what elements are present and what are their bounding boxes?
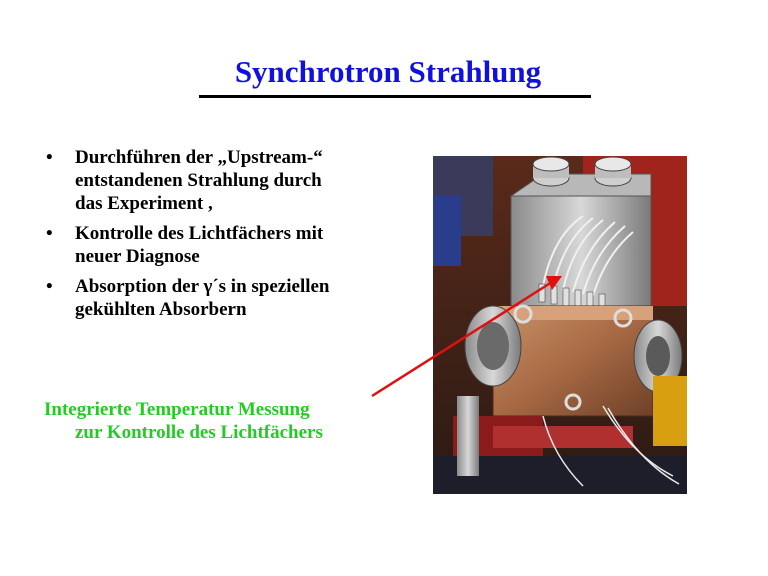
bullet-list: [44, 146, 374, 328]
bullet-line: neuer Diagnose: [75, 246, 200, 267]
bullet-line: Kontrolle des Lichtfächers mit: [75, 223, 324, 244]
title-underline: [199, 95, 591, 98]
bullet-marker: •: [46, 147, 53, 168]
note-line: Integrierte Temperatur Messung: [44, 399, 310, 420]
bullet-line: Absorption der γ´s in speziellen: [75, 276, 330, 297]
bullet-item: [44, 222, 374, 268]
bullet-item: [44, 275, 374, 321]
slide-title: Synchrotron Strahlung: [234, 54, 542, 89]
bullet-item: [44, 146, 374, 215]
apparatus-photo: [433, 156, 687, 494]
note-line: zur Kontrolle des Lichtfächers: [75, 422, 323, 443]
bullet-line: entstandenen Strahlung durch: [75, 170, 322, 191]
bullet-marker: •: [46, 223, 53, 244]
bullet-line: das Experiment ,: [75, 193, 213, 214]
temperature-note: [44, 398, 374, 444]
bullet-marker: •: [46, 276, 53, 297]
bullet-line: gekühlten Absorbern: [75, 299, 247, 320]
bullet-line: Durchführen der „Upstream-“: [75, 147, 323, 168]
